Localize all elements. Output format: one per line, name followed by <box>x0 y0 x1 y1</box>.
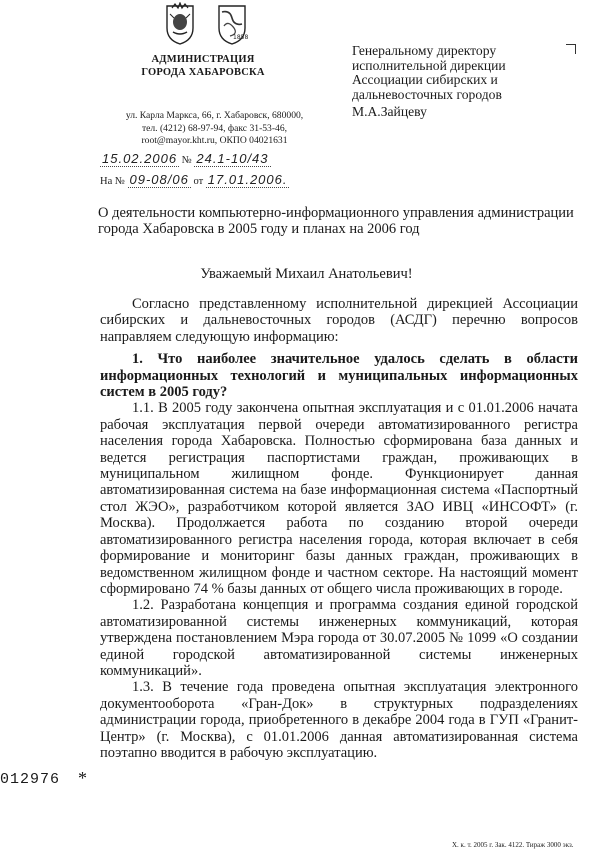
reference-number: 09-08/06 <box>129 172 189 187</box>
subject-line: О деятельности компьютерно-информационного управления администрации <box>98 205 574 221</box>
recipient-line: Ассоциации сибирских и <box>352 72 498 88</box>
body-paragraph: 1.2. Разработана концепция и программа создания единой городской автоматизированной системы инженерных коммуникаций, которая утверждена постановлением Мэра города от 30.07.2005 № 1099 «О создании единой городской автоматизированной системы инженерных коммуникаций». <box>100 597 578 679</box>
form-serial-number: 012976 <box>0 771 61 788</box>
organization-address <box>112 110 317 148</box>
address-corner-mark <box>566 44 576 54</box>
letter-subject <box>98 206 588 237</box>
organization-name-line1: АДМИНИСТРАЦИЯ <box>151 54 255 65</box>
print-info: Х. к. т. 2005 г. Зак. 4122. Тираж 3000 экз. <box>452 841 574 849</box>
phone-line: тел. (4212) 68-97-94, факс 31-53-46, <box>141 122 288 134</box>
reference-date: 17.01.2006. <box>207 172 288 187</box>
address-line: ул. Карла Маркса, 66, г. Хабаровск, 680000, <box>125 110 304 121</box>
asterisk-mark: * <box>78 768 87 788</box>
outgoing-registration <box>100 151 271 167</box>
recipient-line: исполнительной дирекции <box>352 57 506 73</box>
reference-label: На № <box>100 176 125 187</box>
number-label: № <box>181 155 192 166</box>
body-paragraph: 1.1. В 2005 году закончена опытная эксплуатация и с 01.01.2006 начата рабочая эксплуатация первой очереди автоматизированного регистра населения города Хабаровска. Полностью сформирована база данных и ведется регистрация паспортистами граждан, проживающих в муниципальном жилищном фонде. Функционирует данная автоматизированная система на базе информационная система «Паспортный стол ЖЭО», разработчиком которой является ЗАО ИВЦ «ИНСОФТ» (г. Москва). Продолжается работа по созданию второй очереди автоматизированного регистра населения города, которая включает в себя формирование и мониторинг базы данных граждан, проживающих в ведомственном жилищном фонде и частном секторе. На настоящий момент сформировано 74 % базы данных от общего числа проживающих в городе. <box>100 400 578 597</box>
organization-name-line2: ГОРОДА ХАБАРОВСКА <box>141 67 265 78</box>
recipient-name: М.А.Зайцеву <box>352 104 427 119</box>
outgoing-date: 15.02.2006 <box>102 151 178 166</box>
organization-name <box>128 53 278 79</box>
recipient-line: Генеральному директору <box>352 43 497 58</box>
subject-line: города Хабаровска в 2005 году и планах на 2006 год <box>98 220 420 237</box>
letter-body <box>100 296 578 761</box>
greeting: Уважаемый Михаил Анатольевич! <box>200 266 413 282</box>
recipient-line: дальневосточных городов <box>352 86 502 102</box>
recipient-block <box>352 44 562 102</box>
question-heading: 1. Что наиболее значительное удалось сделать в области информационных технологий и муниципальных информационных систем в 2005 году? <box>100 351 578 401</box>
outgoing-number: 24.1-10/43 <box>196 151 269 166</box>
body-paragraph: 1.3. В течение года проведена опытная эксплуатация электронного документооборота «Гран-Док» в структурных подразделениях администрации города, приобретенного в декабре 2004 года в ГУП «Гранит-Центр» (г. Москва), с 01.01.2006 данная автоматизированная система поэтапно вводится в рабочую эксплуатацию. <box>100 679 578 761</box>
city-coat-of-arms-emblem <box>164 2 196 46</box>
region-coat-of-arms-emblem <box>216 2 248 46</box>
svg-text:1858: 1858 <box>233 34 248 41</box>
reference-registration <box>100 172 289 188</box>
reference-from-label: от <box>193 176 204 187</box>
email-okpo-line: root@mayor.kht.ru, ОКПО 04021631 <box>141 135 288 146</box>
intro-paragraph: Согласно представленному исполнительной дирекцией Ассоциации сибирских и дальневосточных городов (АСДГ) перечню вопросов направляем следующую информацию: <box>100 296 578 345</box>
